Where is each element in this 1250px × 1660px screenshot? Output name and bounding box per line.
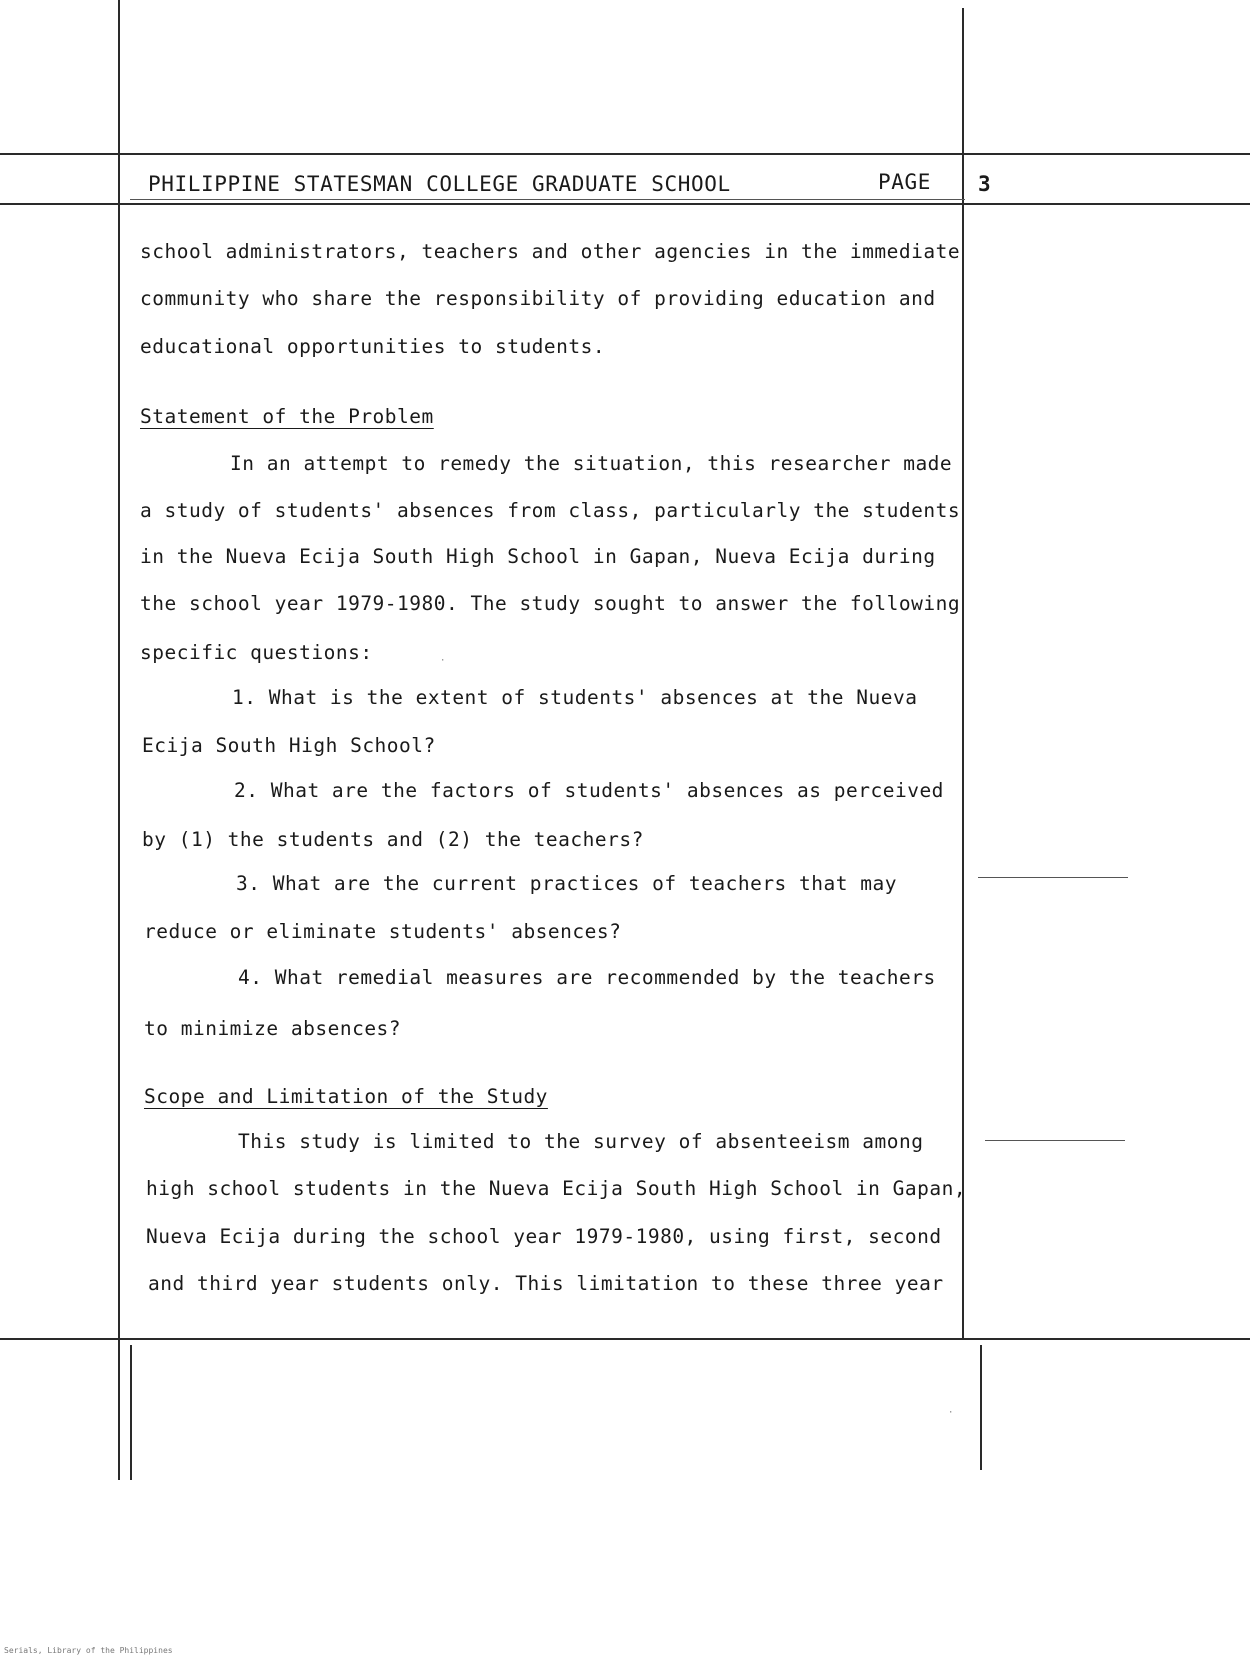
right-side-tick-1 [978,877,1128,878]
question-line: by (1) the students and (2) the teachers? [142,828,644,851]
question-line: 2. What are the factors of students' absences as perceived [234,779,944,802]
paragraph-line: in the Nueva Ecija South High School in Gapan, Nueva Ecija during [140,545,936,568]
header-bottom-rule [0,203,1250,205]
footer-rule [0,1338,1250,1340]
scan-speck: · [440,656,446,666]
paragraph-line: the school year 1979-1980. The study sought to answer the following [140,592,961,615]
left-margin-rule [118,0,120,1480]
header-title: PHILIPPINE STATESMAN COLLEGE GRADUATE SCHOOL [148,172,731,196]
question-line: to minimize absences? [144,1017,402,1040]
paragraph-line: educational opportunities to students. [140,335,606,358]
right-margin-rule-lower [980,1345,982,1470]
scan-speck: · [948,1408,954,1418]
paragraph-line: This study is limited to the survey of absenteeism among [238,1130,924,1153]
question-line: reduce or eliminate students' absences? [144,920,622,943]
paragraph-line: school administrators, teachers and other agencies in the immediate [140,240,961,263]
page-label: PAGE [878,170,931,194]
paragraph-line: Nueva Ecija during the school year 1979-1980, using first, second [146,1225,942,1248]
section-heading-problem: Statement of the Problem [140,405,434,428]
paragraph-line: and third year students only. This limitation to these three year [148,1272,944,1295]
paragraph-line: high school students in the Nueva Ecija South High School in Gapan, [146,1177,967,1200]
question-line: Ecija South High School? [142,734,436,757]
section-heading-scope: Scope and Limitation of the Study [144,1085,548,1108]
right-side-tick-2 [985,1140,1125,1141]
page-number: 3 [978,172,992,196]
left-margin-rule-lower [130,1345,132,1480]
question-line: 3. What are the current practices of teachers that may [236,872,897,895]
question-line: 1. What is the extent of students' absences at the Nueva [232,686,918,709]
header-top-rule [0,153,1250,155]
paragraph-line: specific questions: [140,641,373,664]
paragraph-line: In an attempt to remedy the situation, this researcher made [230,452,953,475]
question-line: 4. What remedial measures are recommended by the teachers [238,966,936,989]
paragraph-line: community who share the responsibility of providing education and [140,287,936,310]
footer-stamp: Serials, Library of the Philippines [4,1646,173,1655]
right-margin-rule [962,8,964,1338]
header-inner-rule [130,199,965,200]
paragraph-line: a study of students' absences from class, particularly the students [140,499,961,522]
